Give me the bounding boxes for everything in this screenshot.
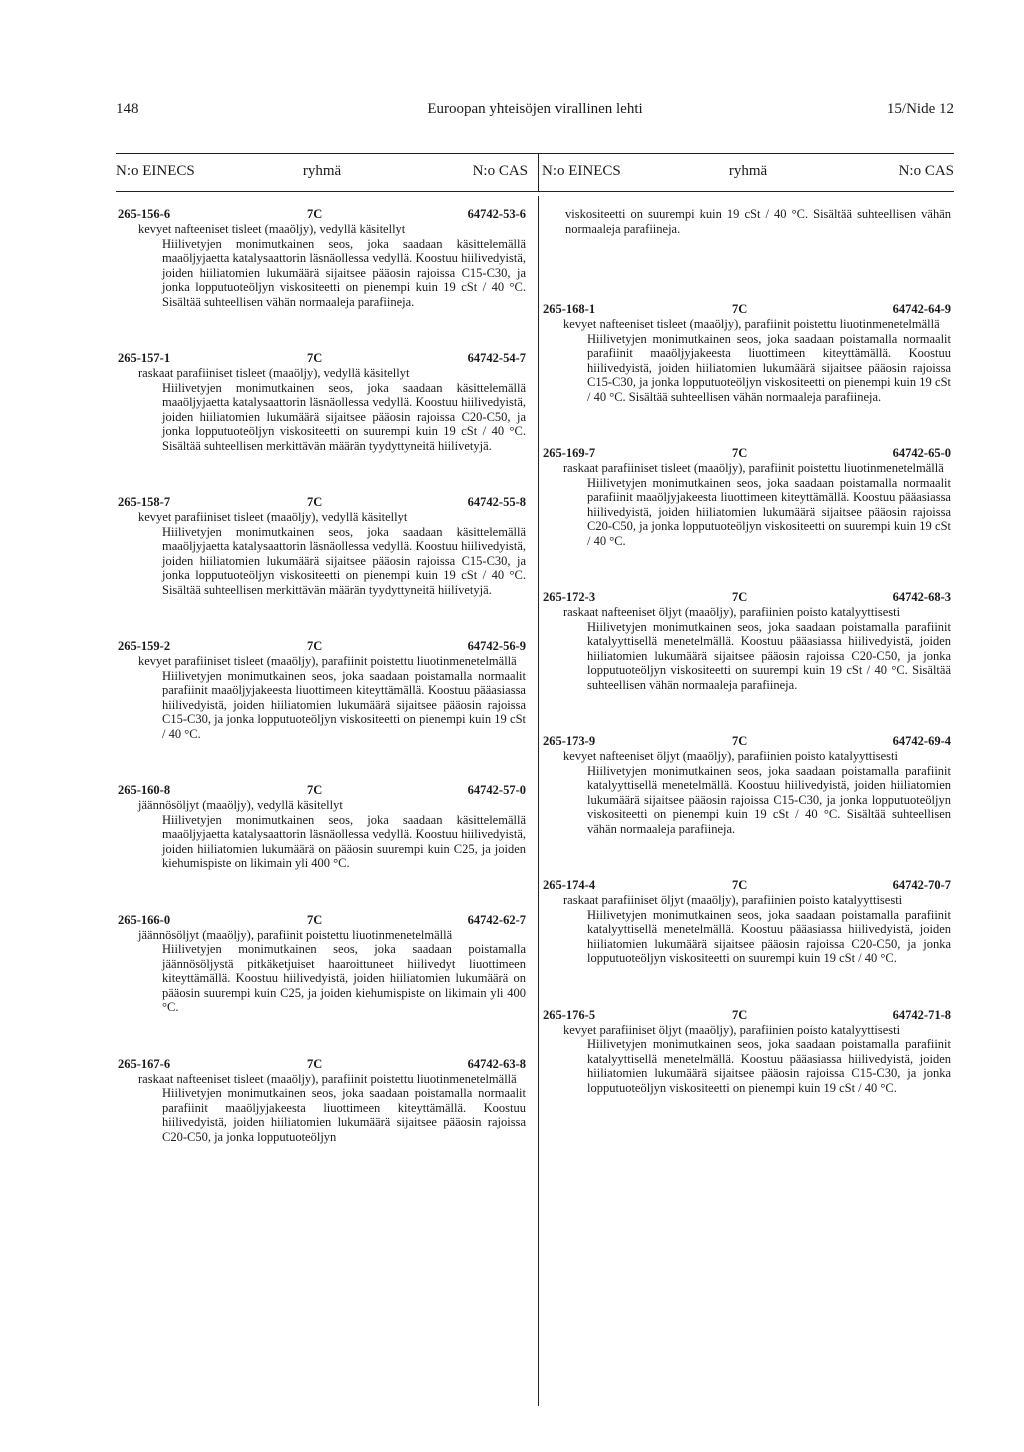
- entry-header: [118, 639, 526, 654]
- entry-header: [118, 495, 526, 510]
- substance-name: raskaat parafiiniset tisleet (maaöljy), vedyllä käsitellyt: [138, 366, 410, 380]
- entry-header: [543, 302, 951, 317]
- right-column: [543, 207, 951, 1137]
- group-code: 7C: [732, 590, 748, 604]
- cas-number: 64742-69-4: [892, 734, 951, 748]
- group-code: 7C: [307, 639, 323, 653]
- group-code: 7C: [307, 495, 323, 509]
- einecs-number: 265-172-3: [543, 590, 596, 604]
- substance-description: Hiilivetyjen monimutkainen seos, joka saadaan poistamalla parafiinit katalyyttisellä menetelmällä. Koostuu pääasiassa hiilivedyistä, joiden hiiliatomien lukumäärä sijaitsee pääosin rajoissa C15-C30, ja jonka lopputuoteöljyn viskositeetti on pienempi kuin 19 cSt / 40 °C.: [587, 1037, 951, 1095]
- substance-name: kevyet parafiiniset tisleet (maaöljy), parafiinit poistettu liuotinmenetelmällä: [138, 654, 517, 668]
- einecs-number: 265-158-7: [118, 495, 171, 509]
- cas-number: 64742-56-9: [467, 639, 526, 653]
- heading-cas: N:o CAS: [472, 163, 528, 179]
- cas-number: 64742-55-8: [467, 495, 526, 509]
- substance-name: raskaat parafiiniset öljyt (maaöljy), parafiinien poisto katalyyttisesti: [563, 893, 903, 907]
- substance-description: Hiilivetyjen monimutkainen seos, joka saadaan poistamalla normaalit parafiinit maaöljyjakeesta liuottimeen kiteyttämällä. Koostuu pääasiassa hiilivedyistä, joiden hiiliatomien lukumäärä sijaitsee pääosin rajoissa C20-C50, ja jonka lopputuoteöljyn viskositeetti on suurempi kuin 19 cSt / 40 °C.: [587, 475, 951, 548]
- left-column: [118, 207, 526, 1186]
- substance-description: Hiilivetyjen monimutkainen seos, joka saadaan käsittelemällä maaöljyjaetta katalysaattorin läsnäollessa vedyllä. Koostuu hiilivedyistä, joiden hiiliatomien lukumäärä on pääosin suurempi kuin C25, ja joiden kiehumispiste on likimain yli 400 °C.: [162, 812, 526, 870]
- column-divider: [538, 196, 539, 1406]
- entry-header: [118, 1057, 526, 1072]
- substance-entry: [543, 878, 951, 966]
- einecs-number: 265-156-6: [118, 207, 171, 221]
- heading-einecs: N:o EINECS: [116, 163, 195, 179]
- substance-name: raskaat parafiiniset tisleet (maaöljy), parafiinit poistettu liuotinmenetelmällä: [563, 461, 944, 475]
- cas-number: 64742-54-7: [467, 351, 526, 365]
- substance-name: kevyet parafiiniset tisleet (maaöljy), vedyllä käsitellyt: [138, 510, 408, 524]
- einecs-number: 265-169-7: [543, 446, 596, 460]
- substance-name: jäännösöljyt (maaöljy), parafiinit poistettu liuotinmenetelmällä: [138, 927, 453, 942]
- heading-rule: [116, 191, 954, 192]
- right-entries: [543, 302, 951, 1095]
- substance-entry: [543, 734, 951, 836]
- substance-name: raskaat nafteeniset öljyt (maaöljy), parafiinien poisto katalyyttisesti: [563, 605, 901, 619]
- entry-header: [543, 878, 951, 893]
- cas-number: 64742-53-6: [467, 207, 526, 221]
- substance-entry: [543, 590, 951, 692]
- entry-header: [118, 913, 526, 928]
- volume-label: 15/Nide 12: [886, 101, 954, 117]
- heading-einecs: N:o EINECS: [542, 163, 621, 179]
- substance-entry: [543, 1008, 951, 1096]
- entry-header: [543, 590, 951, 605]
- entry-header: [543, 1008, 951, 1023]
- einecs-number: 265-157-1: [118, 351, 171, 365]
- entry-header: [118, 207, 526, 222]
- cas-number: 64742-64-9: [892, 302, 951, 316]
- top-rule: [116, 153, 954, 154]
- substance-description: Hiilivetyjen monimutkainen seos, joka saadaan poistamalla normaalit parafiinit maaöljyjakeesta liuottimeen kiteyttämällä. Koostuu hiilivedyistä, joiden hiiliatomien lukumäärä sijaitsee pääosin rajoissa C15-C30, ja jonka lopputuoteöljyn viskositeetti on pienempi kuin 19 cSt / 40 °C. Sisältää suhteellisen vähän normaaleja parafiineja.: [587, 331, 951, 404]
- group-code: 7C: [307, 207, 323, 221]
- entry-header: [543, 734, 951, 749]
- substance-entry: [118, 495, 526, 597]
- substance-description: Hiilivetyjen monimutkainen seos, joka saadaan poistamalla normaalit parafiinit maaöljyjakeesta liuottimeen kiteyttämällä. Koostuu pääasiassa hiilivedyistä, joiden hiiliatomien lukumäärä sijaitsee pääosin rajoissa C15-C30, ja jonka lopputuoteöljyn viskositeetti on pienempi kuin 19 cSt / 40 °C.: [162, 668, 526, 741]
- substance-description: Hiilivetyjen monimutkainen seos, joka saadaan käsittelemällä maaöljyjaetta katalysaattorin läsnäollessa vedyllä. Koostuu hiilivedyistä, joiden hiiliatomien lukumäärä sijaitsee pääosin rajoissa C15-C30, ja jonka lopputuoteöljyn viskositeetti on pienempi kuin 19 cSt / 40 °C. Sisältää suhteellisen vähän normaaleja parafiineja.: [162, 236, 526, 309]
- heading-group: ryhmä: [728, 163, 768, 179]
- substance-description: Hiilivetyjen monimutkainen seos, joka saadaan poistamalla jäännösöljystä pitkäketjuiset haaroittuneet hiilivedyt liuottimeen kiteyttämällä. Koostuu hiilivedyistä, joiden hiiliatomien lukumäärä on pääosin suurempi kuin C25, ja joiden kiehumispiste on likimain yli 400 °C.: [162, 942, 526, 1014]
- page-number: 148: [116, 101, 139, 117]
- substance-entry: [543, 446, 951, 548]
- einecs-number: 265-168-1: [543, 302, 596, 316]
- substance-name: jäännösöljyt (maaöljy), vedyllä käsitellyt: [138, 798, 343, 812]
- left-column-heading: [116, 163, 528, 185]
- entry-header: [118, 351, 526, 366]
- cas-number: 64742-65-0: [892, 446, 951, 460]
- entry-header: [118, 783, 526, 798]
- substance-entry: [118, 1057, 526, 1145]
- substance-name: kevyet nafteeniset tisleet (maaöljy), parafiinit poistettu liuotinmenetelmällä: [563, 317, 940, 331]
- substance-description: Hiilivetyjen monimutkainen seos, joka saadaan poistamalla parafiinit katalyyttisellä menetelmällä. Koostuu pääasiassa hiilivedyistä, joiden hiiliatomien lukumäärä sijaitsee pääosin rajoissa C20-C50, ja jonka lopputuoteöljyn viskositeetti on suurempi kuin 19 cSt / 40 °C. Sisältää suhteellisen vähän normaaleja parafiineja.: [587, 619, 951, 692]
- einecs-number: 265-167-6: [118, 1056, 171, 1071]
- group-code: 7C: [732, 302, 748, 316]
- einecs-number: 265-166-0: [118, 912, 171, 927]
- einecs-number: 265-173-9: [543, 734, 596, 748]
- cas-number: 64742-68-3: [892, 590, 951, 604]
- heading-divider: [538, 153, 539, 191]
- group-code: 7C: [307, 1056, 323, 1071]
- page-header: [116, 101, 954, 125]
- substance-entry: [118, 207, 526, 309]
- substance-entry: [118, 913, 526, 1015]
- group-code: 7C: [732, 446, 748, 460]
- substance-description: Hiilivetyjen monimutkainen seos, joka saadaan poistamalla normaalit parafiinit maaöljyjakeesta liuottimeen kiteyttämällä. Koostuu hiilivedyistä, joiden hiiliatomien lukumäärä sijaitsee pääosin rajoissa C20-C50, ja jonka lopputuoteöljyn: [162, 1086, 526, 1144]
- group-code: 7C: [307, 912, 323, 927]
- cas-number: 64742-63-8: [467, 1056, 526, 1071]
- substance-name: raskaat nafteeniset tisleet (maaöljy), parafiinit poistettu liuotinmenetelmällä: [138, 1071, 517, 1086]
- cas-number: 64742-62-7: [467, 912, 526, 927]
- substance-name: kevyet nafteeniset tisleet (maaöljy), vedyllä käsitellyt: [138, 222, 406, 236]
- column-headings: [116, 163, 954, 185]
- substance-description: Hiilivetyjen monimutkainen seos, joka saadaan käsittelemällä maaöljyjaetta katalysaattorin läsnäollessa vedyllä. Koostuu hiilivedyistä, joiden hiiliatomien lukumäärä sijaitsee pääosin rajoissa C20-C50, ja jonka lopputuoteöljyn viskositeetti on suurempi kuin 19 cSt / 40 °C. Sisältää suhteellisen merkittävän määrän tyydyttyneitä hiilivetyjä.: [162, 380, 526, 453]
- substance-description: Hiilivetyjen monimutkainen seos, joka saadaan poistamalla parafiinit katalyyttisellä menetelmällä. Koostuu hiilivedyistä, joiden hiiliatomien lukumäärä sijaitsee pääosin rajoissa C15-C30, ja jonka lopputuoteöljyn viskositeetti on pienempi kuin 19 cSt / 40 °C. Sisältää suhteellisen vähän normaaleja parafiineja.: [587, 763, 951, 836]
- group-code: 7C: [732, 878, 748, 892]
- group-code: 7C: [307, 351, 323, 365]
- substance-entry: [118, 351, 526, 453]
- substance-name: kevyet parafiiniset öljyt (maaöljy), parafiinien poisto katalyyttisesti: [563, 1022, 901, 1037]
- right-column-heading: [542, 163, 954, 185]
- einecs-number: 265-174-4: [543, 878, 596, 892]
- substance-description: Hiilivetyjen monimutkainen seos, joka saadaan poistamalla parafiinit katalyyttisellä menetelmällä. Koostuu pääasiassa hiilivedyistä, joiden hiiliatomien lukumäärä sijaitsee pääosin rajoissa C20-C50, ja jonka lopputuoteöljyn viskositeetti on suurempi kuin 19 cSt / 40 °C.: [587, 907, 951, 965]
- cas-number: 64742-57-0: [467, 783, 526, 797]
- einecs-number: 265-159-2: [118, 639, 171, 653]
- einecs-number: 265-160-8: [118, 783, 171, 797]
- journal-title: Euroopan yhteisöjen virallinen lehti: [427, 101, 643, 117]
- substance-entry: [118, 639, 526, 741]
- heading-group: ryhmä: [302, 163, 342, 179]
- substance-name: kevyet nafteeniset öljyt (maaöljy), parafiinien poisto katalyyttisesti: [563, 749, 898, 763]
- continued-text: viskositeetti on suurempi kuin 19 cSt / 40 °C. Sisältää suhteellisen vähän normaaleja parafiineja.: [565, 207, 951, 236]
- cas-number: 64742-71-8: [892, 1007, 951, 1022]
- einecs-number: 265-176-5: [543, 1007, 596, 1022]
- group-code: 7C: [732, 1007, 748, 1022]
- entry-header: [543, 446, 951, 461]
- cas-number: 64742-70-7: [892, 878, 951, 892]
- heading-cas: N:o CAS: [898, 163, 954, 179]
- group-code: 7C: [732, 734, 748, 748]
- substance-description: Hiilivetyjen monimutkainen seos, joka saadaan käsittelemällä maaöljyjaetta katalysaattorin läsnäollessa vedyllä. Koostuu hiilivedyistä, joiden hiiliatomien lukumäärä sijaitsee pääosin rajoissa C15-C30, ja jonka lopputuoteöljyn viskositeetti on pienempi kuin 19 cSt / 40 °C. Sisältää suhteellisen merkittävän määrän tyydyttyneitä hiilivetyjä.: [162, 524, 526, 597]
- group-code: 7C: [307, 783, 323, 797]
- substance-entry: [118, 783, 526, 871]
- substance-entry: [543, 302, 951, 404]
